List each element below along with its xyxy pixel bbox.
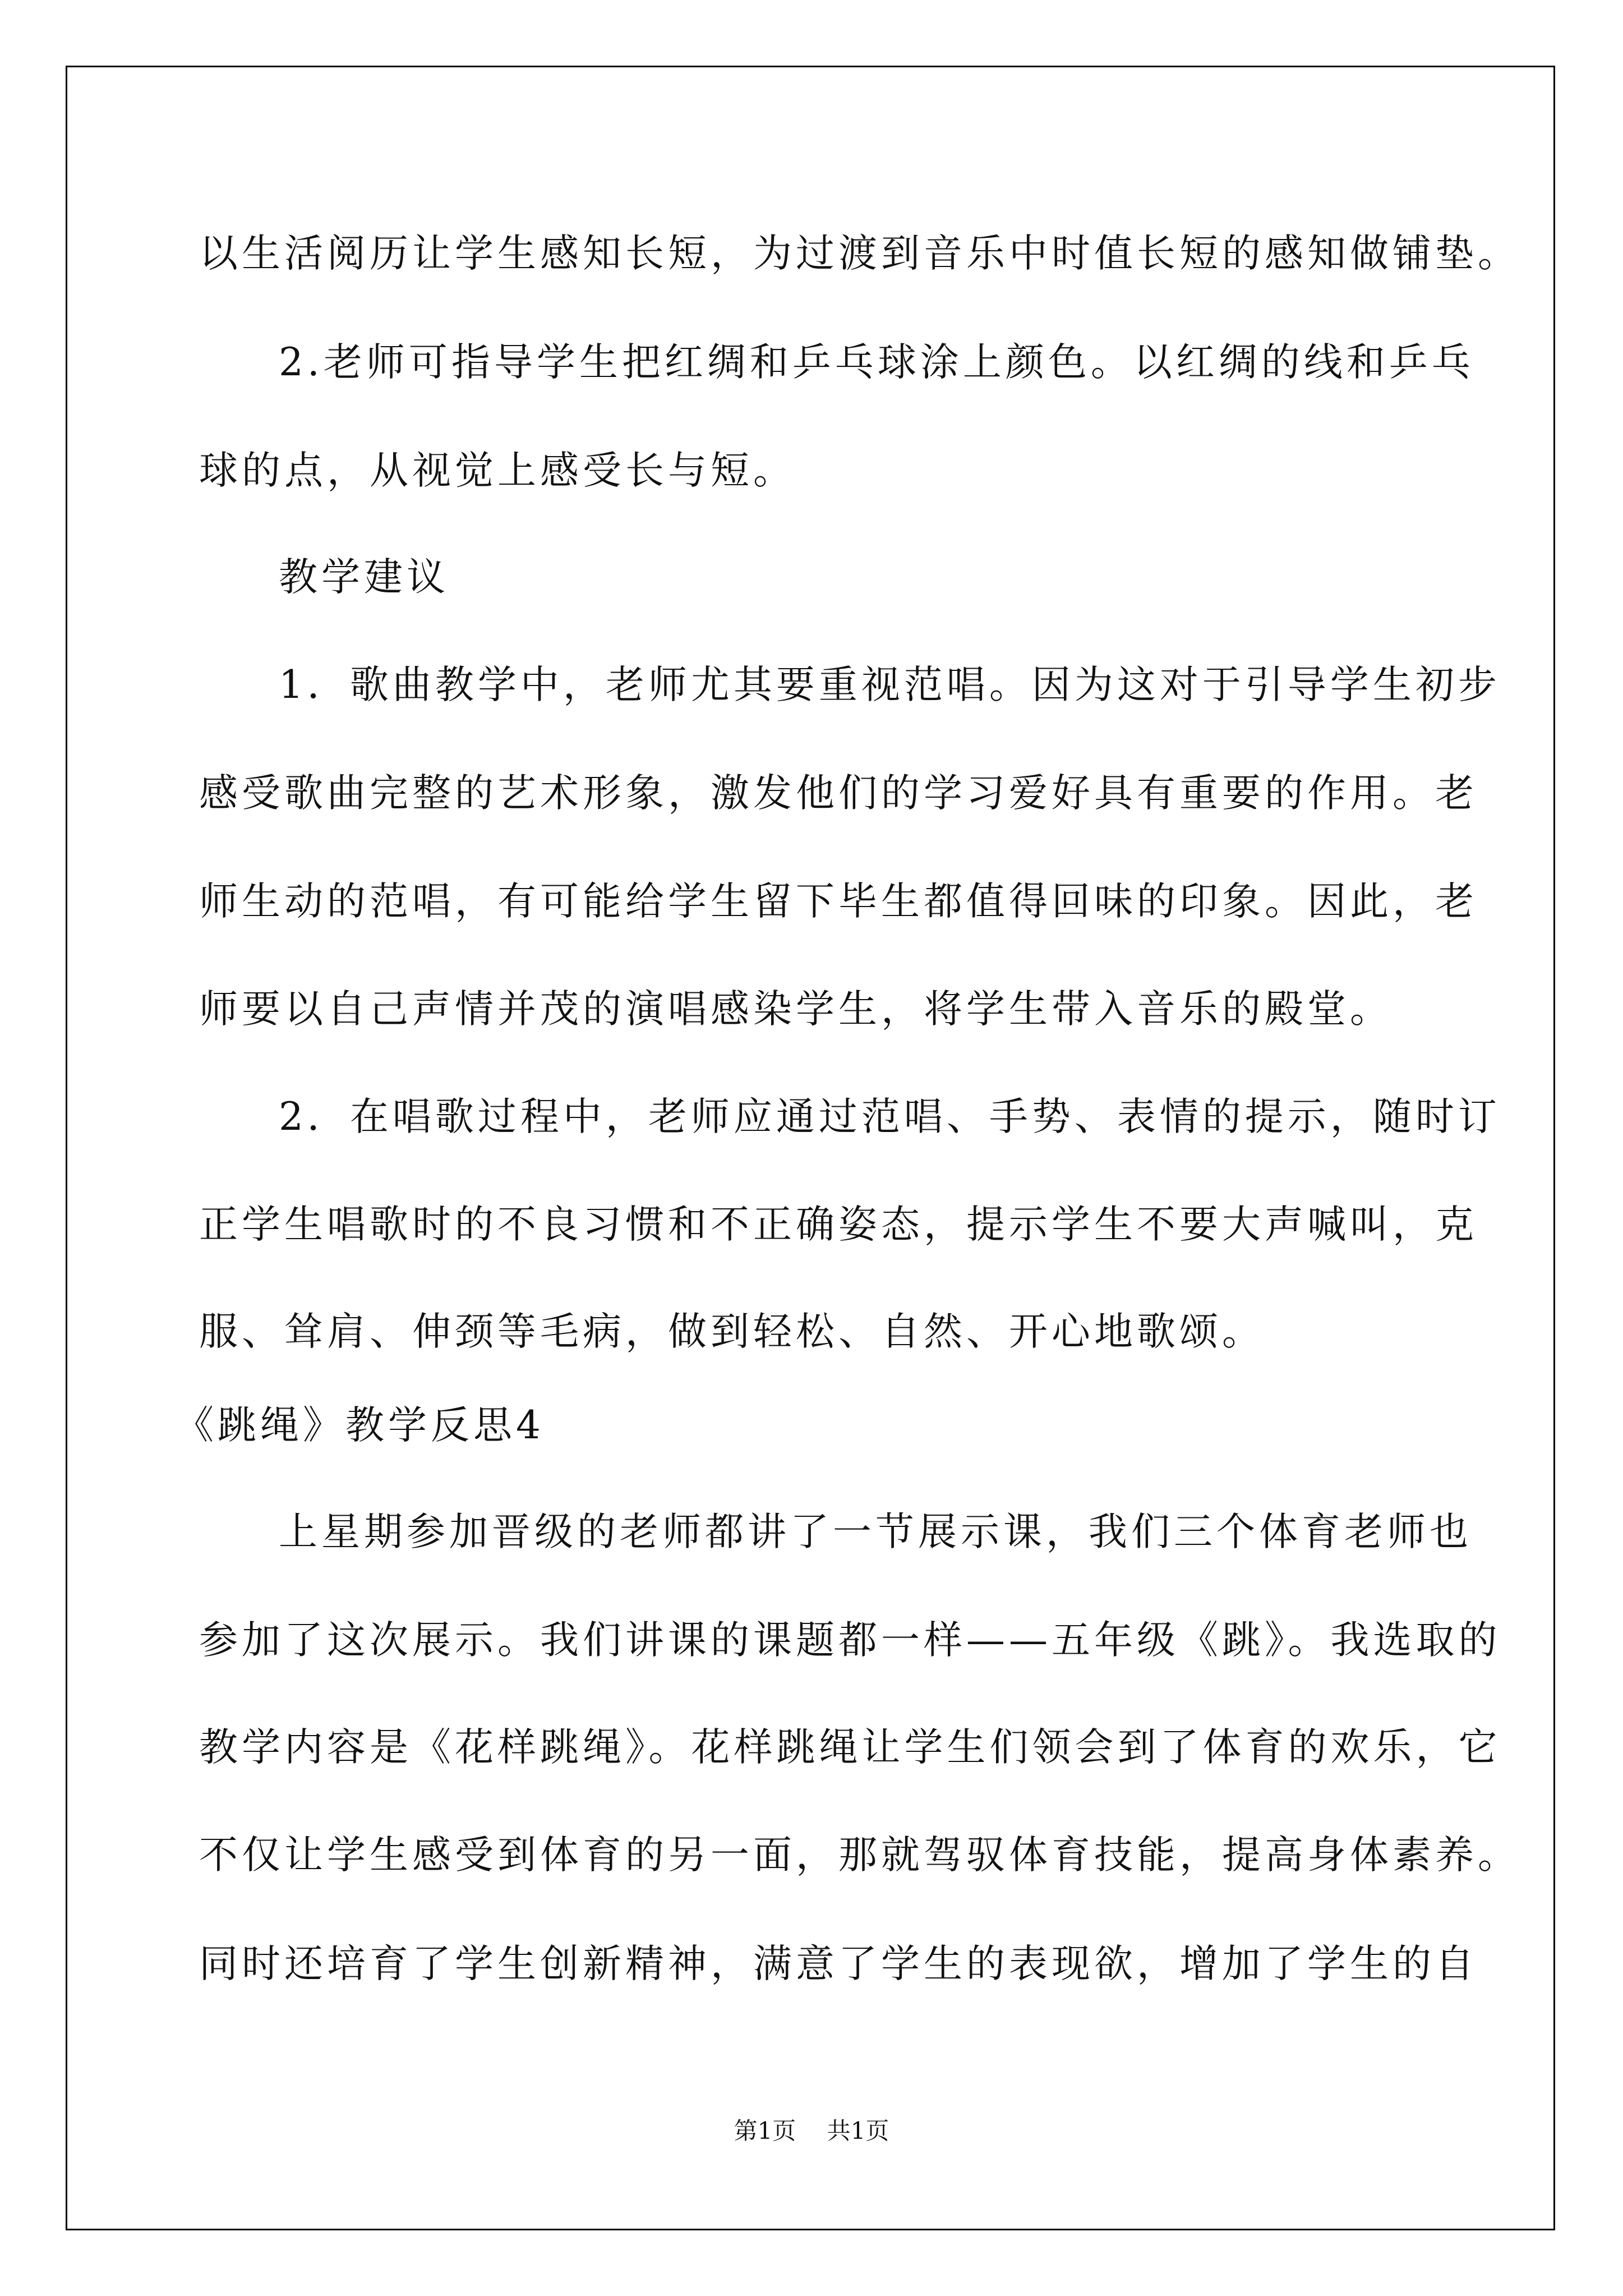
text-line: 同时还培育了学生创新精神，满意了学生的表现欲，增加了学生的自	[199, 1941, 1478, 1986]
text-line: 师生动的范唱，有可能给学生留下毕生都值得回味的印象。因此，老	[199, 879, 1478, 924]
text-line: 教学内容是《花样跳绳》。花样跳绳让学生们领会到了体育的欢乐，它	[199, 1725, 1501, 1770]
text-line: 正学生唱歌时的不良习惯和不正确姿态，提示学生不要大声喊叫，克	[199, 1202, 1478, 1247]
text-line: 上星期参加晋级的老师都讲了一节展示课，我们三个体育老师也	[279, 1510, 1472, 1554]
text-line: 1．歌曲教学中，老师尤其要重视范唱。因为这对于引导学生初步	[279, 662, 1501, 707]
text-line: 参加了这次展示。我们讲课的课题都一样——五年级《跳》。我选取的	[199, 1618, 1501, 1663]
text-line: 球的点，从视觉上感受长与短。	[199, 448, 796, 493]
page-border	[66, 66, 1555, 2230]
article-title: 《跳绳》教学反思4	[175, 1403, 545, 1448]
page-footer	[0, 2119, 1623, 2143]
text-line: 师要以自己声情并茂的演唱感染学生，将学生带入音乐的殿堂。	[199, 987, 1393, 1032]
page-number: 第1页	[734, 2117, 796, 2145]
page-total: 共1页	[827, 2117, 889, 2145]
text-line: 感受歌曲完整的艺术形象，激发他们的学习爱好具有重要的作用。老	[199, 771, 1478, 816]
text-line: 2.老师可指导学生把红绸和乒乓球涂上颜色。以红绸的线和乒乓	[279, 340, 1474, 385]
text-line: 以生活阅历让学生感知长短，为过渡到音乐中时值长短的感知做铺垫。	[199, 231, 1520, 276]
text-line: 不仅让学生感受到体育的另一面，那就驾驭体育技能，提高身体素养。	[199, 1833, 1520, 1878]
section-heading: 教学建议	[279, 555, 449, 600]
text-line: 2．在唱歌过程中，老师应通过范唱、手势、表情的提示，随时订	[279, 1094, 1501, 1139]
text-line: 服、耸肩、伸颈等毛病，做到轻松、自然、开心地歌颂。	[199, 1309, 1265, 1354]
